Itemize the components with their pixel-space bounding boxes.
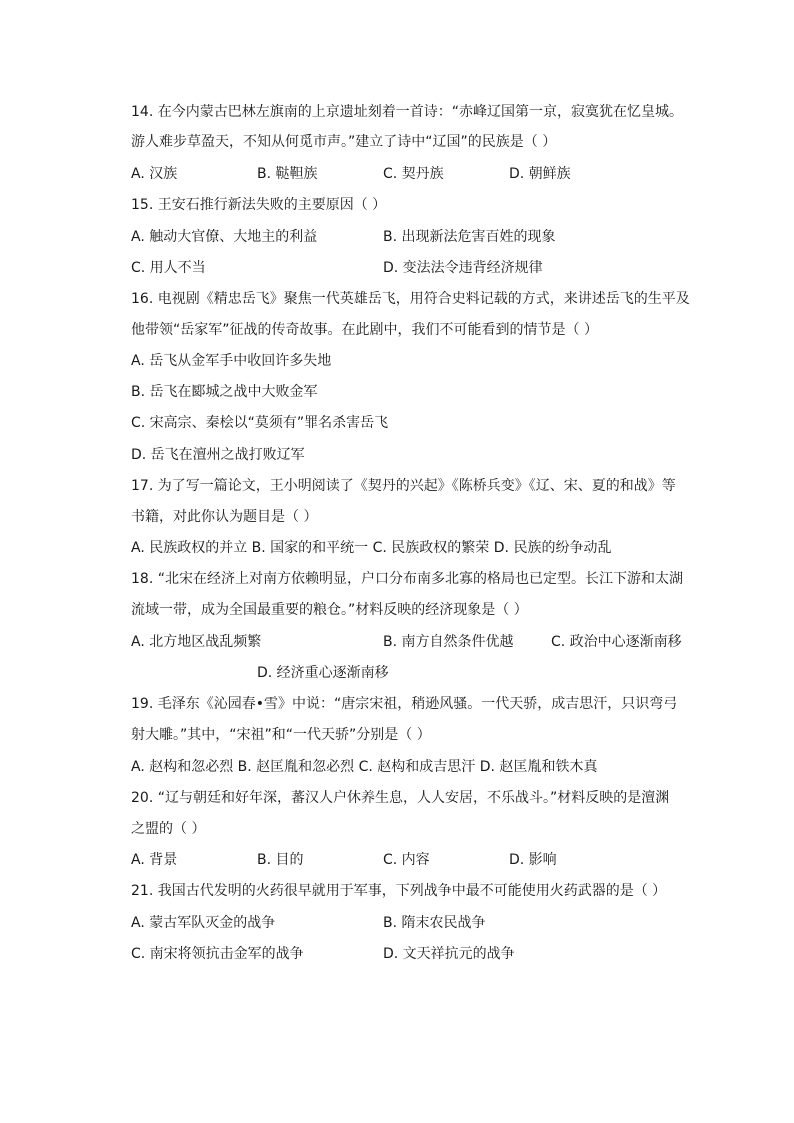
question-16-option-d: D. 岳飞在澶州之战打败辽军 (131, 447, 305, 463)
question-17-options: A. 民族政权的并立 B. 国家的和平统一 C. 民族政权的繁荣 D. 民族的纷争动乱 (131, 540, 612, 556)
question-19-line-2: 射大雕。”其中，“宋祖”和“一代天骄”分别是（ ） (131, 727, 431, 743)
question-18-option-a: A. 北方地区战乱频繁 (131, 634, 262, 650)
question-15-option-b: B. 出现新法危害百姓的现象 (383, 229, 556, 245)
question-16-option-c: C. 宋高宗、秦桧以“莫须有”罪名杀害岳飞 (131, 415, 389, 431)
question-16-line-2: 他带领“岳家军”征战的传奇故事。在此剧中，我们不可能看到的情节是（ ） (131, 322, 598, 338)
question-18-line-1: 18. “北宋在经济上对南方依赖明显，户口分布南多北寡的格局也已定型。长江下游和太湖 (131, 571, 683, 587)
question-20-option-a: A. 背景 (131, 852, 178, 868)
question-18-option-c: C. 政治中心逐渐南移 (551, 634, 682, 650)
question-20-line-2: 之盟的（ ） (131, 821, 206, 837)
question-15-option-c: C. 用人不当 (131, 260, 206, 276)
question-21-line-1: 21. 我国古代发明的火药很早就用于军事，下列战争中最不可能使用火药武器的是（ ） (131, 883, 667, 899)
question-14-line-2: 游人难步草盈天，不知从何觅市声。”建立了诗中“辽国”的民族是（ ） (131, 134, 557, 150)
question-18-option-b: B. 南方自然条件优越 (383, 634, 514, 650)
question-15-option-d: D. 变法法令违背经济规律 (383, 260, 543, 276)
question-21-option-c: C. 南宋将领抗击金军的战争 (131, 946, 304, 962)
question-16-line-1: 16. 电视剧《精忠岳飞》聚焦一代英雄岳飞，用符合史料记载的方式，来讲述岳飞的生平及 (131, 291, 690, 307)
question-14-option-c: C. 契丹族 (383, 166, 444, 182)
question-21-option-d: D. 文天祥抗元的战争 (383, 946, 515, 962)
question-15-option-a: A. 触动大官僚、大地主的利益 (131, 229, 318, 245)
question-15-line-1: 15. 王安石推行新法失败的主要原因（ ） (131, 197, 387, 213)
question-17-line-2: 书籍，对此你认为题目是（ ） (131, 509, 318, 525)
question-20-option-d: D. 影响 (509, 852, 557, 868)
question-20-option-b: B. 目的 (257, 852, 304, 868)
question-16-option-b: B. 岳飞在郾城之战中大败金军 (131, 384, 318, 400)
question-18-line-2: 流域一带，成为全国最重要的粮仓。”材料反映的经济现象是（ ） (131, 602, 528, 618)
question-18-option-d: D. 经济重心逐渐南移 (257, 665, 389, 681)
question-21-option-a: A. 蒙古军队灭金的战争 (131, 915, 276, 931)
question-14-option-d: D. 朝鲜族 (509, 166, 571, 182)
question-14-option-b: B. 鞑靼族 (257, 166, 318, 182)
question-17-line-1: 17. 为了写一篇论文，王小明阅读了《契丹的兴起》《陈桥兵变》《辽、宋、夏的和战》等 (131, 478, 676, 494)
question-20-option-c: C. 内容 (383, 852, 430, 868)
question-20-line-1: 20. “辽与朝廷和好年深，蕃汉人户休养生息，人人安居，不乐战斗。”材料反映的是澶渊 (131, 790, 670, 806)
question-16-option-a: A. 岳飞从金军手中收回许多失地 (131, 353, 332, 369)
question-14-line-1: 14. 在今内蒙古巴林左旗南的上京遗址刻着一首诗：“赤峰辽国第一京，寂寞犹在忆皇城。 (131, 104, 683, 120)
question-19-line-1: 19. 毛泽东《沁园春•雪》中说：“唐宗宋祖，稍逊风骚。一代天骄，成吉思汗，只识弯弓 (131, 696, 678, 712)
question-19-options: A. 赵构和忽必烈 B. 赵匡胤和忽必烈 C. 赵构和成吉思汗 D. 赵匡胤和铁木真 (131, 759, 598, 775)
question-21-option-b: B. 隋末农民战争 (383, 915, 486, 931)
question-14-option-a: A. 汉族 (131, 166, 178, 182)
